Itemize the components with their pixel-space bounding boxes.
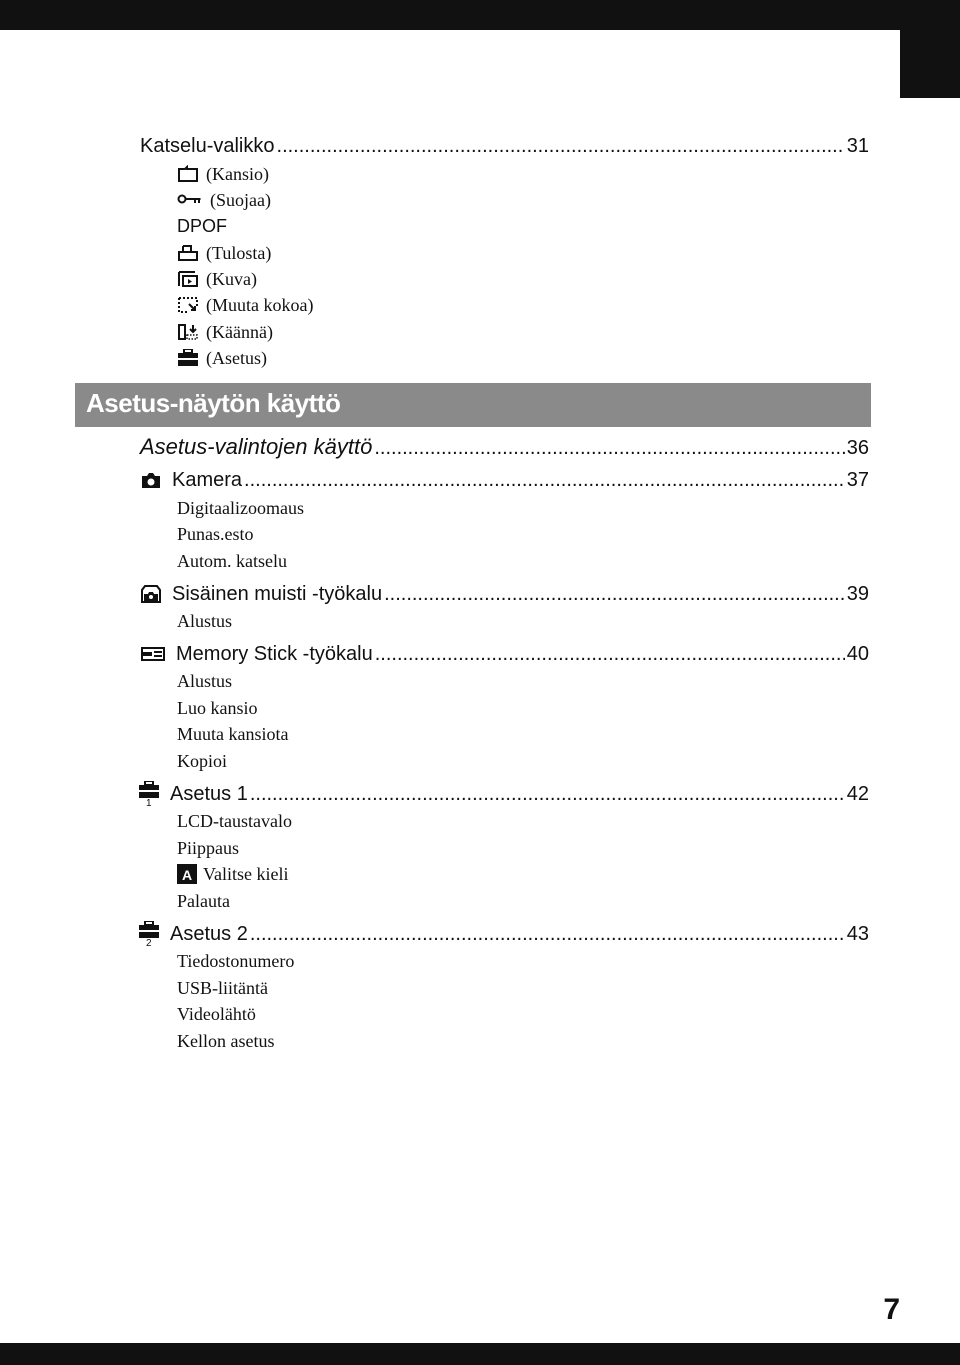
leader-dots: [375, 641, 845, 667]
menu-item-label: (Asetus): [206, 348, 267, 368]
menu-item-tulosta: [177, 241, 271, 265]
toc-entry-label: Katselu-valikko: [140, 135, 275, 157]
toc-entry-asetus-valinnat[interactable]: [140, 434, 869, 461]
toc-entry-sisainen-muisti[interactable]: [140, 581, 869, 607]
list-item: Punas.esto: [177, 524, 254, 544]
resize-icon: [177, 296, 199, 314]
menu-item-dpof: [177, 214, 227, 238]
menu-item-kuva: [177, 267, 257, 291]
language-icon: A: [177, 864, 197, 884]
toc-page-number: 31: [846, 135, 869, 157]
icon-digit: 1: [146, 798, 152, 809]
section-header: [75, 383, 871, 427]
icon-digit: 2: [146, 938, 152, 949]
list-item: Alustus: [177, 671, 233, 691]
toc-entry-label: Sisäinen muisti -työkalu: [172, 583, 383, 605]
setup-1-icon: [136, 781, 162, 811]
list-item: Tiedostonumero: [177, 951, 295, 971]
menu-item-kaanna: [177, 320, 273, 344]
section-title: Asetus-näytön käyttö: [86, 388, 341, 418]
leader-dots: [277, 133, 845, 159]
leader-dots: [384, 581, 845, 607]
menu-item-label: (Suojaa): [210, 190, 271, 210]
memory-stick-icon: [140, 645, 166, 663]
toc-page-number: 42: [846, 783, 869, 805]
list-item-valitse-kieli: [177, 862, 288, 886]
toc-entry-kamera[interactable]: [140, 467, 869, 493]
menu-item-label: (Kuva): [206, 269, 257, 289]
list-item-label: Valitse kieli: [203, 864, 289, 884]
toc-entry-label: Kamera: [172, 469, 243, 491]
menu-item-suojaa: [177, 188, 271, 212]
menu-item-label: (Tulosta): [206, 243, 272, 263]
toc-entry-label: Asetus 2: [170, 923, 248, 945]
setup-icon: [177, 349, 199, 367]
list-item: Videolähtö: [177, 1004, 256, 1024]
leader-dots: [250, 921, 845, 947]
camera-icon: [140, 471, 162, 489]
toc-page-number: 40: [846, 643, 869, 665]
list-item: LCD-taustavalo: [177, 811, 292, 831]
menu-item-asetus: [177, 346, 267, 370]
rotate-icon: [177, 323, 199, 341]
list-item: Autom. katselu: [177, 551, 287, 571]
list-item: Kellon asetus: [177, 1031, 275, 1051]
menu-item-kansio: [177, 162, 269, 186]
toc-page-number: 37: [846, 469, 869, 491]
toc-entry-asetus-2[interactable]: [136, 921, 869, 951]
list-item: Luo kansio: [177, 698, 258, 718]
list-item: Piippaus: [177, 838, 240, 858]
bottom-bar: [0, 1343, 960, 1365]
list-item: Palauta: [177, 891, 230, 911]
internal-memory-icon: [140, 585, 162, 603]
setup-2-icon: [136, 921, 162, 951]
toc-entry-memory-stick[interactable]: [140, 641, 869, 667]
list-item: USB-liitäntä: [177, 978, 268, 998]
menu-item-label: (Muuta kokoa): [206, 295, 314, 315]
page-number: 7: [883, 1293, 900, 1326]
menu-item-muuta-kokoa: [177, 293, 313, 317]
chapter-tab: [900, 0, 960, 98]
folder-icon: [177, 165, 199, 183]
list-item: Alustus: [177, 611, 233, 631]
toc-entry-label: Memory Stick -työkalu: [176, 643, 373, 665]
list-item: Kopioi: [177, 751, 228, 771]
menu-item-label: DPOF: [177, 216, 228, 236]
slideshow-icon: [177, 270, 199, 288]
toc-entry-label: Asetus 1: [170, 783, 248, 805]
print-icon: [177, 244, 199, 262]
key-icon: [177, 191, 203, 209]
list-item: Digitaalizoomaus: [177, 498, 304, 518]
toc-page-number: 43: [846, 923, 869, 945]
toc-entry-katselu-valikko[interactable]: [140, 133, 869, 159]
top-bar: [0, 0, 960, 30]
leader-dots: [244, 467, 845, 493]
menu-item-label: (Käännä): [206, 322, 273, 342]
toc-entry-label: Asetus-valintojen käyttö: [140, 434, 373, 459]
menu-item-label: (Kansio): [206, 164, 269, 184]
toc-page-number: 36: [846, 437, 869, 459]
list-item: Muuta kansiota: [177, 724, 289, 744]
toc-entry-asetus-1[interactable]: [136, 781, 869, 811]
leader-dots: [374, 435, 844, 461]
toc-page-number: 39: [846, 583, 869, 605]
leader-dots: [250, 781, 845, 807]
